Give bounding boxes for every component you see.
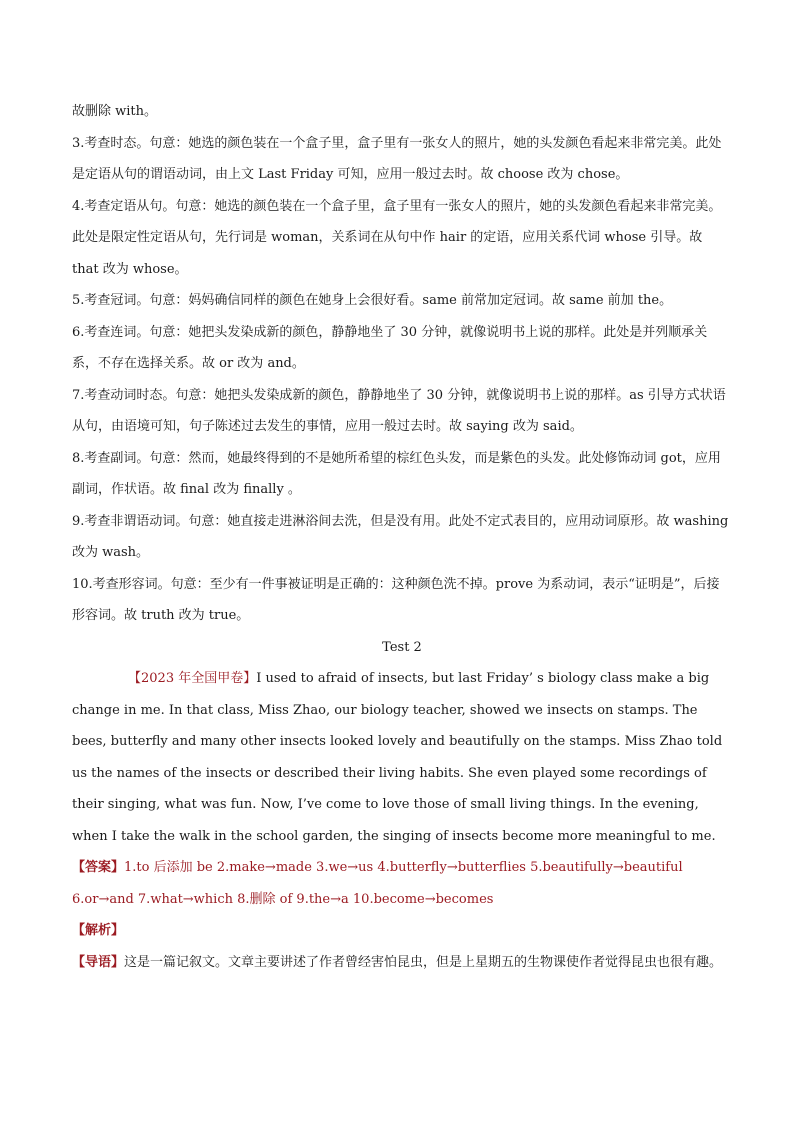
explanation-paragraph: 6.考查连词。句意：她把头发染成新的颜色，静静地坐了 30 分钟，就像说明书上说的那样。此处是并列顺承关系，不存在选择关系。故 or 改为 and。 [72,324,708,371]
answer-line [72,852,732,884]
guide-paragraph [72,947,732,979]
passage-paragraph [72,663,732,852]
passage-source-tag: 【2023 年全国甲卷】 [128,671,257,686]
answer-line-2: 6.or→and 7.what→which 8.删除 of 9.the→a 10.become→becomes [72,891,494,907]
answer-items-1: 1.to 后添加 be 2.make→made 3.we→us 4.butterfly→butterflies 5.beautifully→beautiful [124,860,683,875]
explanation-paragraph: 3.考查时态。句意：她选的颜色装在一个盒子里，盒子里有一张女人的照片，她的头发颜色看起来非常完美。此处是定语从句的谓语动词，由上文 Last Friday 可知，应用一般过去时。故 choose 改为 chose。 [72,135,722,182]
analysis-heading [72,915,732,947]
passage-text: I used to afraid of insects, but last Friday’ s biology class make a big change in me. In that class, Miss Zhao, our biology teacher, showed we insects on stamps. The bees, butterfly and many other insects looked lovely and beautifully on the stamps. Miss Zhao told us the names of the insects or described their living habits. She even played some recordings of their singing, what was fun. Now, I’ve come to love those of small living things. In the evening, when I take the walk in the school garden, the singing of insects become more meaningful to me. [72,671,723,844]
explanation-paragraph: 8.考查副词。句意：然而，她最终得到的不是她所希望的棕红色头发，而是紫色的头发。此处修饰动词 got，应用副词，作状语。故 final 改为 finally 。 [72,450,721,497]
explanation-paragraph: 7.考查动词时态。句意：她把头发染成新的颜色，静静地坐了 30 分钟，就像说明书上说的那样。as 引导方式状语从句，由语境可知，句子陈述过去发生的事情，应用一般过去时。故 saying 改为 said。 [72,387,726,434]
explanation-paragraph: 9.考查非谓语动词。句意：她直接走进淋浴间去洗，但是没有用。此处不定式表目的，应用动词原形。故 washing 改为 wash。 [72,513,729,560]
explanation-paragraph: 4.考查定语从句。句意：她选的颜色装在一个盒子里，盒子里有一张女人的照片，她的头发颜色看起来非常完美。此处是限定性定语从句，先行词是 woman，关系词在从句中作 hair 的定语，应用关系代词 whose 引导。故 that 改为 whose。 [72,198,722,277]
analysis-label: 【解析】 [72,923,125,938]
explanation-paragraph: 5.考查冠词。句意：妈妈确信同样的颜色在她身上会很好看。same 前常加定冠词。故 same 前加 the。 [72,293,673,308]
explanation-paragraph: 10.考查形容词。句意：至少有一件事被证明是正确的：这种颜色洗不掉。prove 为系动词，表示“证明是”，后接形容词。故 truth 改为 true。 [72,576,720,623]
guide-text: 这是一篇记叙文。文章主要讲述了作者曾经害怕昆虫，但是上星期五的生物课使作者觉得昆虫也很有趣。 [124,954,723,970]
test-title: Test 2 [382,639,422,655]
guide-label: 【导语】 [72,954,125,970]
answer-label: 【答案】 [72,860,125,875]
document-body [72,96,732,978]
explanation-paragraph: 故删除 with。 [72,104,158,119]
